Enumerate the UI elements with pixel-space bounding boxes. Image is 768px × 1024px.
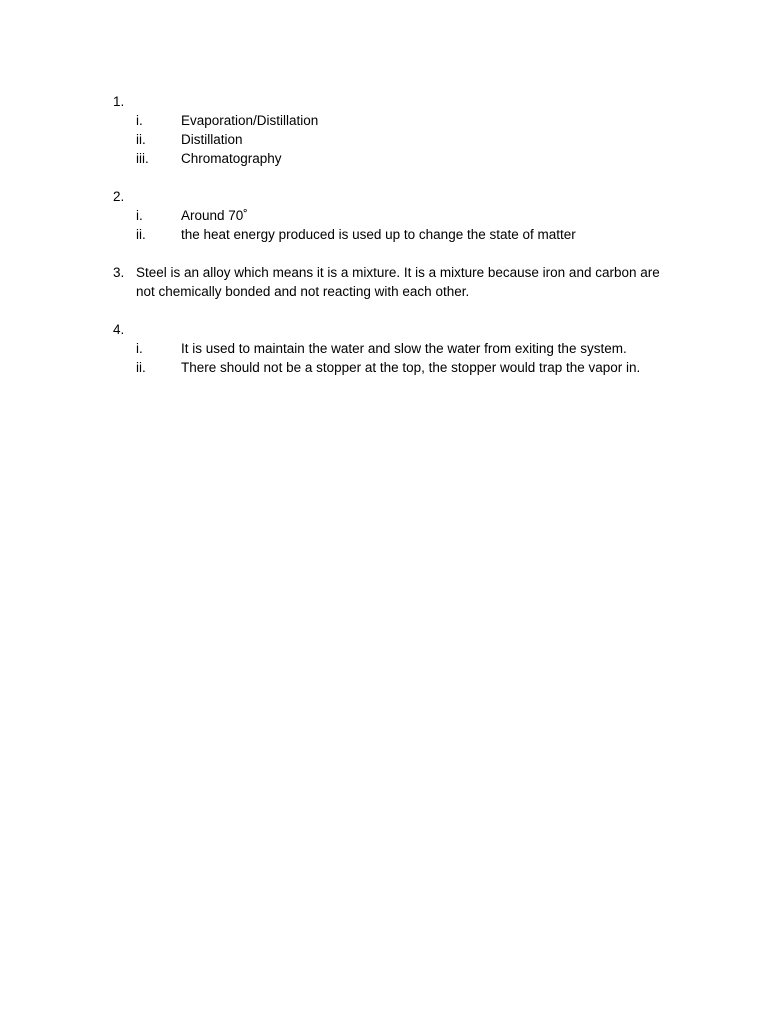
answer-list (0, 92, 768, 396)
sub-answer-text: Around 70˚ (181, 208, 248, 223)
question-header (0, 92, 768, 111)
sub-answer-number: ii. (136, 360, 146, 375)
question-answer-text: Steel is an alloy which means it is a mixture. It is a mixture because iron and carbon are not chemically bonded and not reacting with each other. (136, 265, 660, 299)
question-3 (0, 263, 768, 301)
sub-answer-text: Distillation (181, 132, 243, 147)
sub-answer (0, 111, 768, 130)
question-body (0, 263, 681, 301)
sub-answer-text: Chromatography (181, 151, 282, 166)
sub-answer (0, 225, 768, 244)
sub-answer (0, 358, 768, 377)
sub-answer (0, 206, 768, 225)
question-number: 2. (113, 189, 125, 204)
sub-answer (0, 149, 768, 168)
sub-answer-number: iii. (136, 151, 149, 166)
question-4 (0, 320, 768, 377)
question-header (0, 320, 768, 339)
question-header (0, 187, 768, 206)
sub-answer-text: Evaporation/Distillation (181, 113, 319, 128)
question-number: 3. (113, 265, 125, 280)
sub-answer-number: i. (136, 208, 143, 223)
sub-answer-number: i. (136, 113, 143, 128)
sub-answer-text: It is used to maintain the water and slow the water from exiting the system. (181, 341, 627, 356)
sub-answer (0, 130, 768, 149)
question-number: 4. (113, 322, 125, 337)
question-number: 1. (113, 94, 125, 109)
question-2 (0, 187, 768, 244)
sub-answer-number: ii. (136, 132, 146, 147)
sub-answer-number: i. (136, 341, 143, 356)
sub-answer-number: ii. (136, 227, 146, 242)
question-1 (0, 92, 768, 168)
sub-answer (0, 339, 768, 358)
sub-answer-text: There should not be a stopper at the top, the stopper would trap the vapor in. (181, 360, 641, 375)
sub-answer-text: the heat energy produced is used up to change the state of matter (181, 227, 576, 242)
